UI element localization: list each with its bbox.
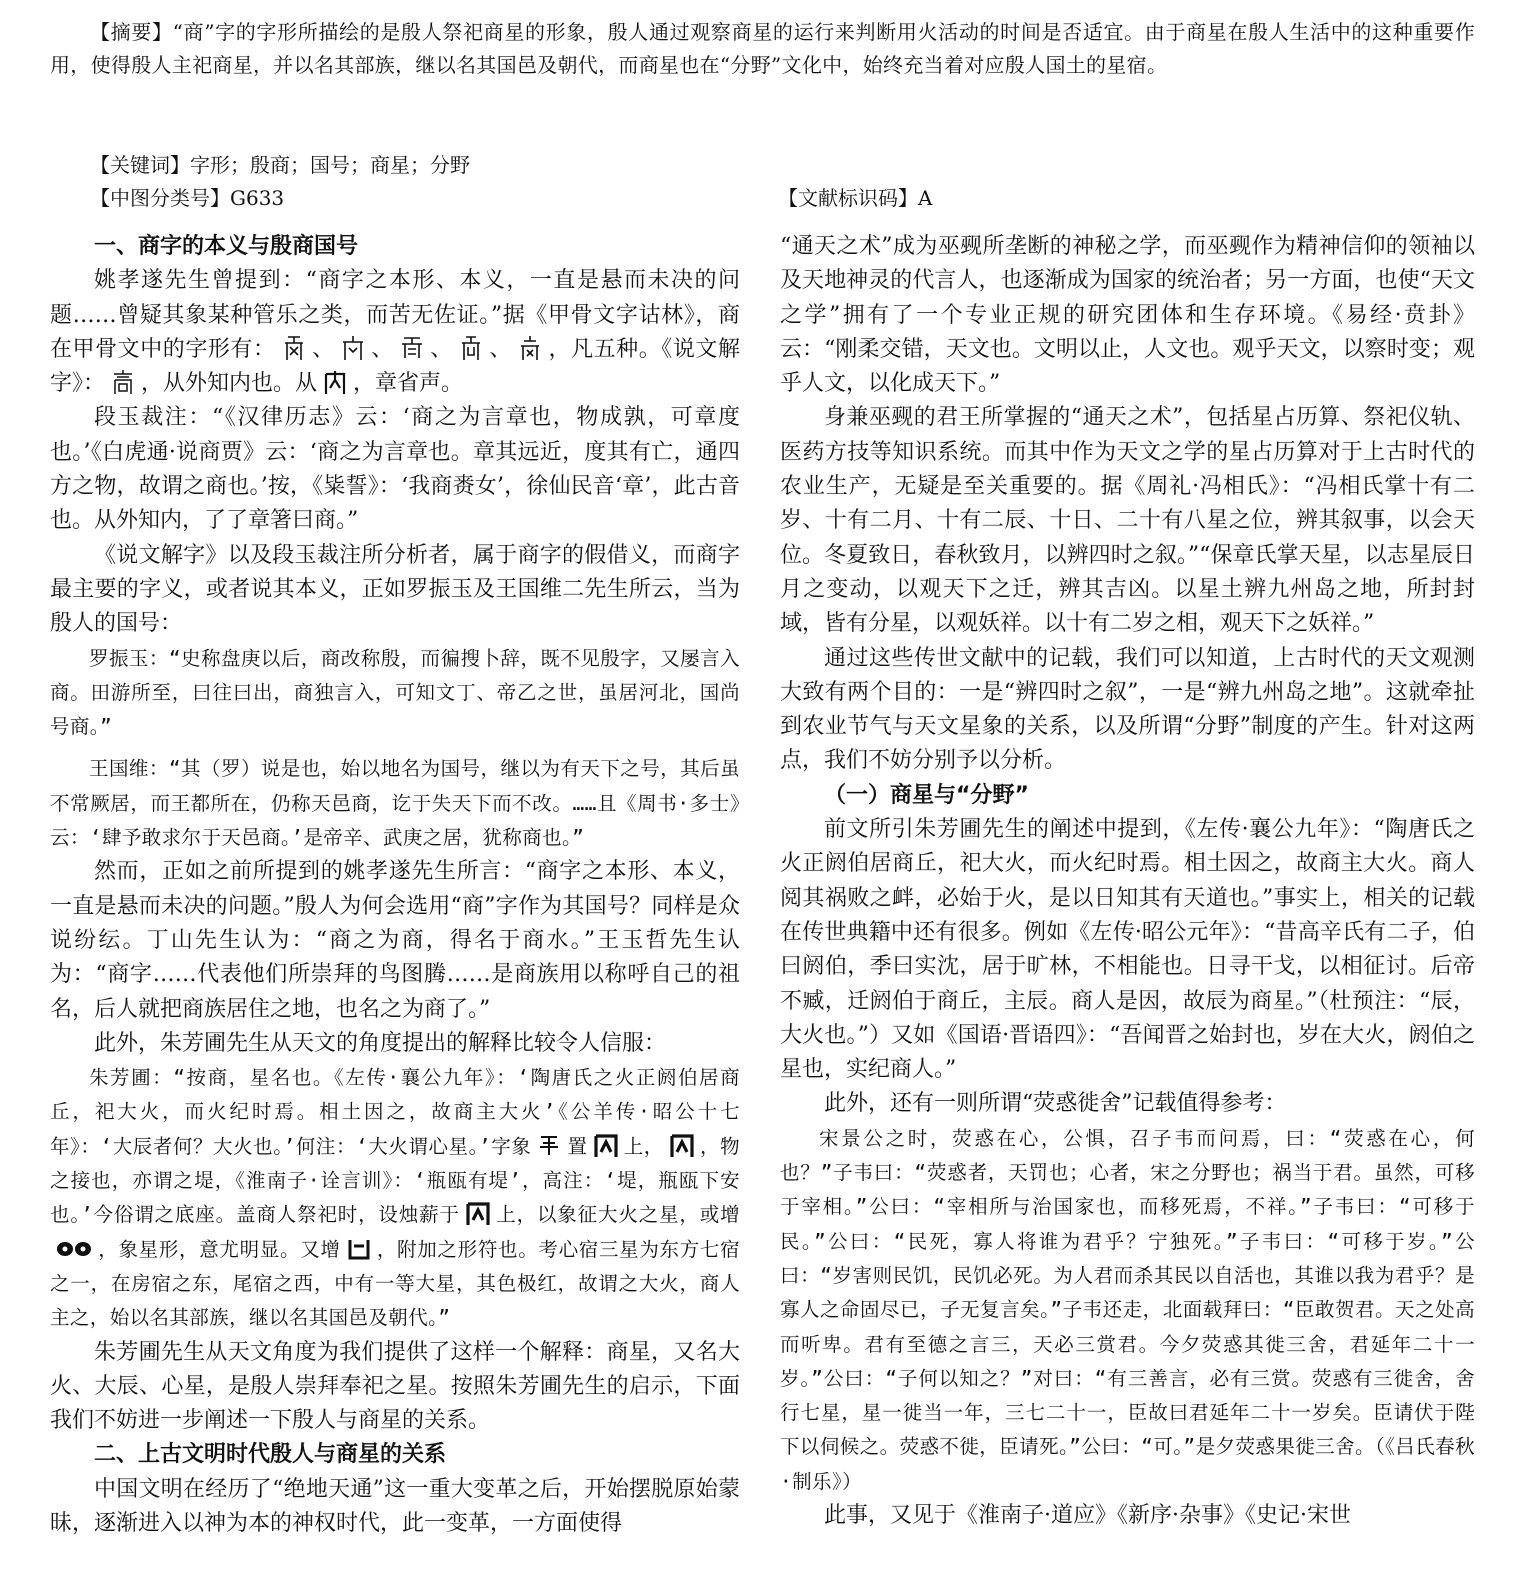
left-column — [50, 230, 740, 1541]
section-heading-2: 二、上古文明时代殷人与商星的关系 — [94, 1442, 447, 1468]
oracle-glyph-3-icon — [398, 334, 426, 362]
seal-glyph-shang-icon — [109, 368, 137, 396]
quotation-text: ，附加之形符也。考心宿三星为东方七宿之一，在房宿之东，尾宿之西，中有一等大星，其色极红，故谓之大火，商人主之，始以名其部族，继以名其国邑及朝代。” — [50, 1237, 740, 1330]
classification-label: 【中图分类号】 — [90, 186, 230, 210]
oracle-glyph-1-icon — [280, 334, 308, 362]
quotation-text: ，物之接也，亦谓之堤，《淮南子·诠言训》：‘瓶瓯有堤’，高注：‘堤，瓶瓯下安也。’今俗谓之底座。盖商人祭祀时，设烛薪于 — [50, 1134, 740, 1227]
meta-block — [50, 149, 1475, 215]
mouth-radical-glyph-icon — [345, 1234, 373, 1262]
paragraph-text: ，从外知内也。从 — [141, 371, 318, 397]
quotation-text: 上，以象征大火之星，或增 — [495, 1203, 740, 1227]
quotation-text: 置 — [567, 1134, 588, 1158]
paragraph: 此外，还有一则所谓“荧惑徙舍”记载值得参考： — [824, 1091, 1287, 1117]
paragraph-text: ，凡五种。《说文解字》： — [50, 336, 740, 397]
quotation-text: 上， — [623, 1134, 664, 1158]
quotation: 罗振玉：“史称盘庚以后，商改称殷，而徧搜卜辞，既不见殷字，又屡言入商。田游所至，曰往曰出，商独言入，可知文丁、帝乙之世，虽居河北，国尚号商。” — [50, 646, 740, 739]
quotation: 王国维：“其（罗）说是也，始以地名为国号，继以为有天下之号，其后虽不常厥居，而王都所在，仍称天邑商，讫于失天下而不改。……且《周书·多士》云：‘肆予敢求尔于天邑商。’是帝辛、武庚之居，犹称商也。” — [50, 757, 740, 850]
paragraph: 中国文明在经历了“绝地天通”这一重大变革之后，开始摆脱原始蒙昧，逐渐进入以神为本的神权时代，此一变革，一方面使得 — [50, 1476, 740, 1536]
oracle-glyph-2-icon — [339, 334, 367, 362]
abstract — [50, 16, 1475, 82]
paragraph: 身兼巫觋的君王所掌握的“通天之术”，包括星占历算、祭祀仪轨、医药方技等知识系统。而其中作为天文之学的星占历算对于上古时代的农业生产，无疑是至关重要的。据《周礼·冯相氏》：“冯相氏掌十有二岁、十有二月、十有二辰、十日、二十有八星之位，辨其叙事，以会天位。冬夏致日，春秋致月，以辨四时之叙。”“保章氏掌天星，以志星辰日月之变动，以观天下之迁，辨其吉凶。以星土辨九州岛之地，所封封域，皆有分星，以观妖祥。以十有二岁之相，观天下之妖祥。” — [780, 405, 1475, 637]
oracle-glyph-4-icon — [457, 334, 485, 362]
paragraph-text: ，章省声。 — [353, 371, 464, 397]
classification-text: G633 — [230, 186, 285, 210]
paragraph: 通过这些传世文献中的记载，我们可以知道，上古时代的天文观测大致有两个目的：一是“辨四时之叙”，一是“辨九州岛之地”。这就牵扯到农业节气与天文星象的关系，以及所谓“分野”制度的产生。针对这两点，我们不妨分别予以分析。 — [780, 645, 1475, 774]
paragraph: 然而，正如之前所提到的姚孝遂先生所言：“商字之本形、本义，一直是悬而未决的问题。”殷人为何会选用“商”字作为其国号？同样是众说纷纭。丁山先生认为：“商之为商，得名于商水。”王玉哲先生认为：“商字……代表他们所崇拜的鸟图腾……是商族用以称呼自己的祖名，后人就把商族居住之地，也名之为商了。” — [50, 859, 740, 1022]
subsection-heading: （一）商星与“分野” — [824, 782, 1029, 808]
abstract-text: “商”字的字形所描绘的是殷人祭祀商星的形象，殷人通过观察商星的运行来判断用火活动的时间是否适宜。由于商星在殷人生活中的这种重要作用，使得殷人主祀商星，并以名其部族，继以名其国邑及朝代，而商星也在“分野”文化中，始终充当着对应殷人国土的星宿。 — [50, 20, 1476, 77]
right-column — [780, 230, 1475, 1533]
paragraph: 段玉裁注：“《汉律历志》云：‘商之为言章也，物成孰，可章度也。’《白虎通·说商贾》云：‘商之为言章也。章其远近，度其有亡，通四方之物，故谓之商也。’按，《粊誓》：‘我商赉女’，徐仙民音‘章’，此古音也。从外知内，了了章箸曰商。” — [50, 405, 740, 534]
paragraph: 此事，又见于《淮南子·道应》《新序·杂事》《史记·宋世 — [824, 1502, 1351, 1528]
doc-id-text: A — [918, 186, 933, 210]
doc-id-label: 【文献标识码】 — [778, 186, 918, 210]
paragraph-text: 姚孝遂先生曾提到：“商字之本形、本义，一直是悬而未决的问题……曾疑其象某种管乐之类，而苦无佐证。”据《甲骨文字诂林》，商在甲骨文中的字形有： — [50, 268, 740, 362]
oracle-glyph-5-icon — [516, 334, 544, 362]
doc-id — [778, 182, 932, 215]
paragraph: 《说文解字》以及段玉裁注所分析者，属于商字的假借义，而商字最主要的字义，或者说其本义，正如罗振玉及王国维二先生所云，当为殷人的国号： — [50, 542, 740, 637]
abstract-label: 【摘要】 — [90, 20, 173, 44]
paragraph: 此外，朱芳圃先生从天文的角度提出的解释比较令人信服： — [94, 1030, 667, 1056]
oracle-glyph-candle-icon — [535, 1131, 563, 1159]
oracle-glyph-base-icon — [464, 1199, 492, 1227]
quotation: 宋景公之时，荧惑在心，公惧，召子韦而问焉，曰：“荧惑在心，何也？”子韦曰：“荧惑者，天罚也；心者，宋之分野也；祸当于君。虽然，可移于宰相。”公曰：“宰相所与治国家也，而移死焉，不祥。”子韦曰：“可移于民。”公曰：“民死，寡人将谁为君乎？宁独死。”子韦曰：“可移于岁。”公曰：“岁害则民饥，民饥必死。为人君而杀其民以自活也，其谁以我为君乎？是寡人之命固尽已，子无复言矣。”子韦还走，北面载拜曰：“臣敢贺君。天之处高而听卑。君有至德之言三，天必三赏君。今夕荧惑其徙三舍，君延年二十一岁。”公曰：“子何以知之？”对曰：“有三善言，必有三赏。荧惑有三徙舍，舍行七星，星一徙当一年，三七二十一，臣故曰君延年二十一岁矣。臣请伏于陛下以伺候之。荧惑不徙，臣请死。”公曰：“可。”是夕荧惑果徙三舍。（《吕氏春秋·制乐》） — [780, 1126, 1475, 1493]
star-dots-glyph-icon — [54, 1234, 94, 1262]
quotation — [50, 1061, 740, 1335]
paragraph: 前文所引朱芳圃先生的阐述中提到，《左传·襄公九年》：“陶唐氏之火正阏伯居商丘，祀大火，而火纪时焉。相土因之，故商主大火。商人阅其祸败之衅，必始于火，是以日知其有天道也。”事实上，相关的记载在传世典籍中还有很多。例如《左传·昭公元年》：“昔高辛氏有二子，伯曰阏伯，季曰实沈，居于旷林，不相能也。日寻干戈，以相征讨。后帝不臧，迁阏伯于商丘，主辰。商人是因，故辰为商星。”（杜预注：“辰，大火也。”）又如《国语·晋语四》：“吾闻晋之始封也，岁在大火，阏伯之星也，实纪商人。” — [780, 817, 1475, 1083]
paragraph: “通天之术”成为巫觋所垄断的神秘之学，而巫觋作为精神信仰的领袖以及天地神灵的代言人，也逐渐成为国家的统治者；另一方面，也使“天文之学”拥有了一个专业正规的研究团体和生存环境。《易经·贲卦》云：“刚柔交错，天文也。文明以止，人文也。观乎天文，以察时变；观乎人文，以化成天下。” — [780, 234, 1475, 397]
paragraph: 姚孝遂先生曾提到：“商字之本形、本义，一直是悬而未决的问题……曾疑其象某种管乐之类，而苦无佐证。”据《甲骨文字诂林》，商在甲骨文中的字形有： 、 、 、 、 ，凡五种。《说文解字》： ，从外知内也。从 ，章省声。 — [50, 268, 740, 397]
seal-glyph-nei-icon — [321, 368, 349, 396]
quotation-text: ，象星形，意尤明显。又增 — [98, 1237, 341, 1261]
paragraph: 朱芳圃先生从天文角度为我们提供了这样一个解释：商星，又名大火、大辰、心星，是殷人崇拜奉祀之星。按照朱芳圃先生的启示，下面我们不妨进一步阐述一下殷人与商星的关系。 — [50, 1339, 740, 1434]
oracle-glyph-base-icon — [592, 1131, 620, 1159]
quotation-text: 朱芳圃：“按商，星名也。《左传·襄公九年》：‘陶唐氏之火正阏伯居商丘，祀大火，而火纪时焉。相土因之，故商主大火’《公羊传·昭公十七年》：‘大辰者何？大火也。’何注：‘大火谓心星。’字象 — [50, 1066, 740, 1158]
oracle-glyph-base-icon — [668, 1131, 696, 1159]
keywords-text: 字形；殷商；国号；商星；分野 — [190, 153, 470, 177]
keywords-label: 【关键词】 — [90, 153, 190, 177]
section-heading-1: 一、商字的本义与殷商国号 — [94, 234, 359, 259]
